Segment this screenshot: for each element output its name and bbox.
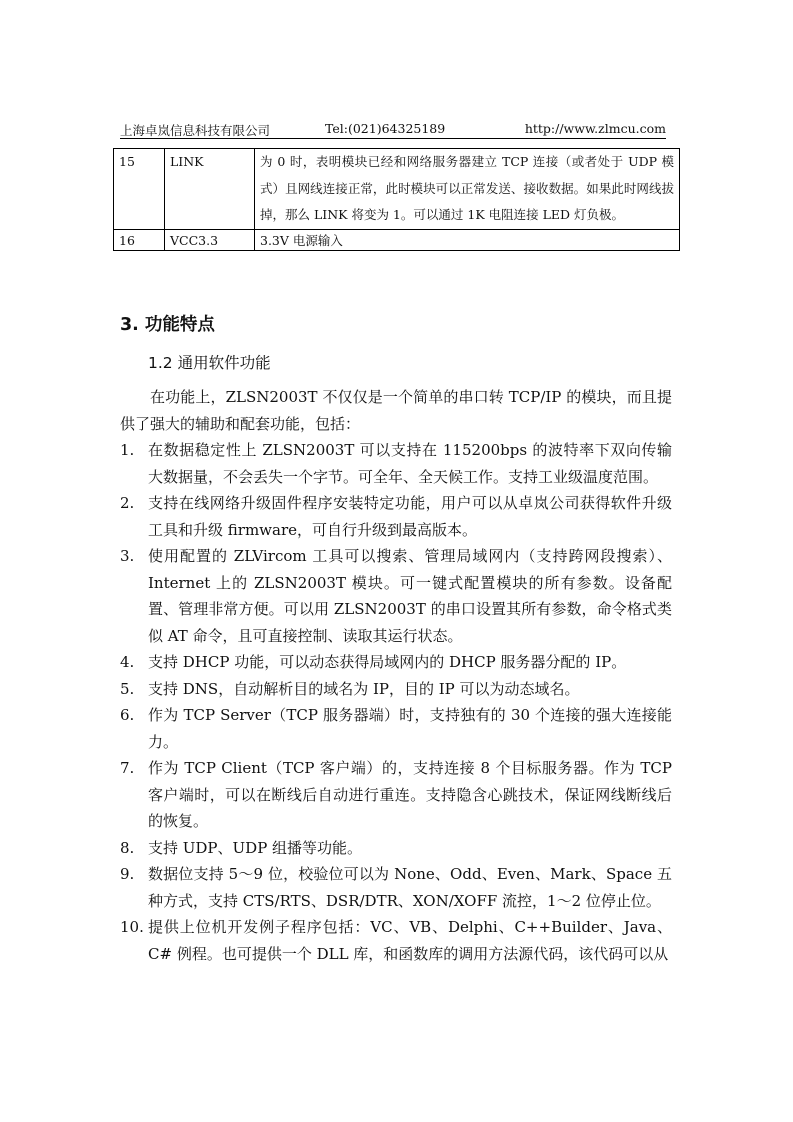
- list-item-number: 4.: [120, 653, 135, 671]
- list-item-text: 支持 DNS，自动解析目的域名为 IP，目的 IP 可以为动态域名。: [148, 679, 580, 698]
- list-item-number: 6.: [120, 706, 135, 724]
- list-item-text: 在数据稳定性上 ZLSN2003T 可以支持在 115200bps 的波特率下双向传输大数据量，不会丢失一个字节。可全年、全天候工作。支持工业级温度范围。: [148, 441, 672, 486]
- list-item-text: 提供上位机开发例子程序包括：VC、VB、Delphi、C++Builder、Java、C# 例程。也可提供一个 DLL 库，和函数库的调用方法源代码，该代码可以从: [148, 918, 672, 963]
- pin-description-cell: 3.3V 电源输入: [255, 229, 680, 250]
- list-item: [120, 437, 672, 490]
- list-item: [120, 490, 672, 543]
- pin-number-cell: 15: [114, 149, 165, 230]
- table-row: [114, 229, 680, 250]
- page-header: [120, 118, 666, 139]
- list-item-text: 数据位支持 5～9 位，校验位可以为 None、Odd、Even、Mark、Space 五种方式，支持 CTS/RTS、DSR/DTR、XON/XOFF 流控，1～2 位停止位。: [148, 865, 672, 910]
- subsection-heading: 1.2 通用软件功能: [148, 354, 271, 372]
- list-item: [120, 702, 672, 755]
- header-telephone: Tel:(021)64325189: [325, 121, 446, 136]
- list-item-text: 使用配置的 ZLVircom 工具可以搜索、管理局域网内（支持跨网段搜索）、Internet 上的 ZLSN2003T 模块。可一键式配置模块的所有参数。设备配置、管理非常方便。可以用 ZLSN2003T 的串口设置其所有参数，命令格式类似 AT 命令，且可直接控制、读取其运行状态。: [148, 547, 672, 645]
- list-item: [120, 676, 672, 703]
- header-website-link[interactable]: http://www.zlmcu.com: [524, 121, 666, 136]
- list-item: [120, 861, 672, 914]
- intro-paragraph: 在功能上，ZLSN2003T 不仅仅是一个简单的串口转 TCP/IP 的模块，而且提供了强大的辅助和配套功能，包括：: [120, 388, 672, 433]
- section-heading: 3. 功能特点: [120, 315, 215, 335]
- list-item-number: 9.: [120, 865, 135, 883]
- header-company-name: 上海卓岚信息科技有限公司: [120, 123, 271, 138]
- pin-description-table: [113, 148, 680, 251]
- pin-name-cell: VCC3.3: [165, 229, 255, 250]
- feature-list: [120, 437, 672, 967]
- list-item-text: 作为 TCP Server（TCP 服务器端）时，支持独有的 30 个连接的强大连接能力。: [148, 706, 672, 751]
- list-item: [120, 649, 672, 676]
- list-item-text: 支持 UDP、UDP 组播等功能。: [148, 838, 363, 857]
- list-item: [120, 835, 672, 862]
- list-item-text: 支持在线网络升级固件程序安装特定功能，用户可以从卓岚公司获得软件升级工具和升级 firmware，可自行升级到最高版本。: [148, 494, 672, 539]
- list-item: [120, 755, 672, 835]
- list-item-number: 7.: [120, 759, 135, 777]
- list-item-number: 5.: [120, 679, 135, 698]
- list-item-text: 支持 DHCP 功能，可以动态获得局域网内的 DHCP 服务器分配的 IP。: [148, 653, 627, 671]
- list-item: [120, 914, 672, 967]
- pin-description-cell: 为 0 时，表明模块已经和网络服务器建立 TCP 连接（或者处于 UDP 模式）且网线连接正常，此时模块可以正常发送、接收数据。如果此时网线拔掉，那么 LINK 将变为 1。可以通过 1K 电阻连接 LED 灯负极。: [255, 149, 680, 230]
- pin-name-cell: LINK: [165, 149, 255, 230]
- list-item-text: 作为 TCP Client（TCP 客户端）的，支持连接 8 个目标服务器。作为 TCP 客户端时，可以在断线后自动进行重连。支持隐含心跳技术，保证网线断线后的恢复。: [148, 759, 672, 830]
- list-item-number: 3.: [120, 547, 135, 565]
- list-item-number: 2.: [120, 494, 135, 512]
- pin-number-cell: 16: [114, 229, 165, 250]
- list-item-number: 10.: [120, 918, 144, 936]
- list-item-number: 8.: [120, 838, 135, 857]
- document-body: [120, 384, 672, 967]
- table-row: [114, 149, 680, 230]
- list-item: [120, 543, 672, 649]
- list-item-number: 1.: [120, 441, 135, 459]
